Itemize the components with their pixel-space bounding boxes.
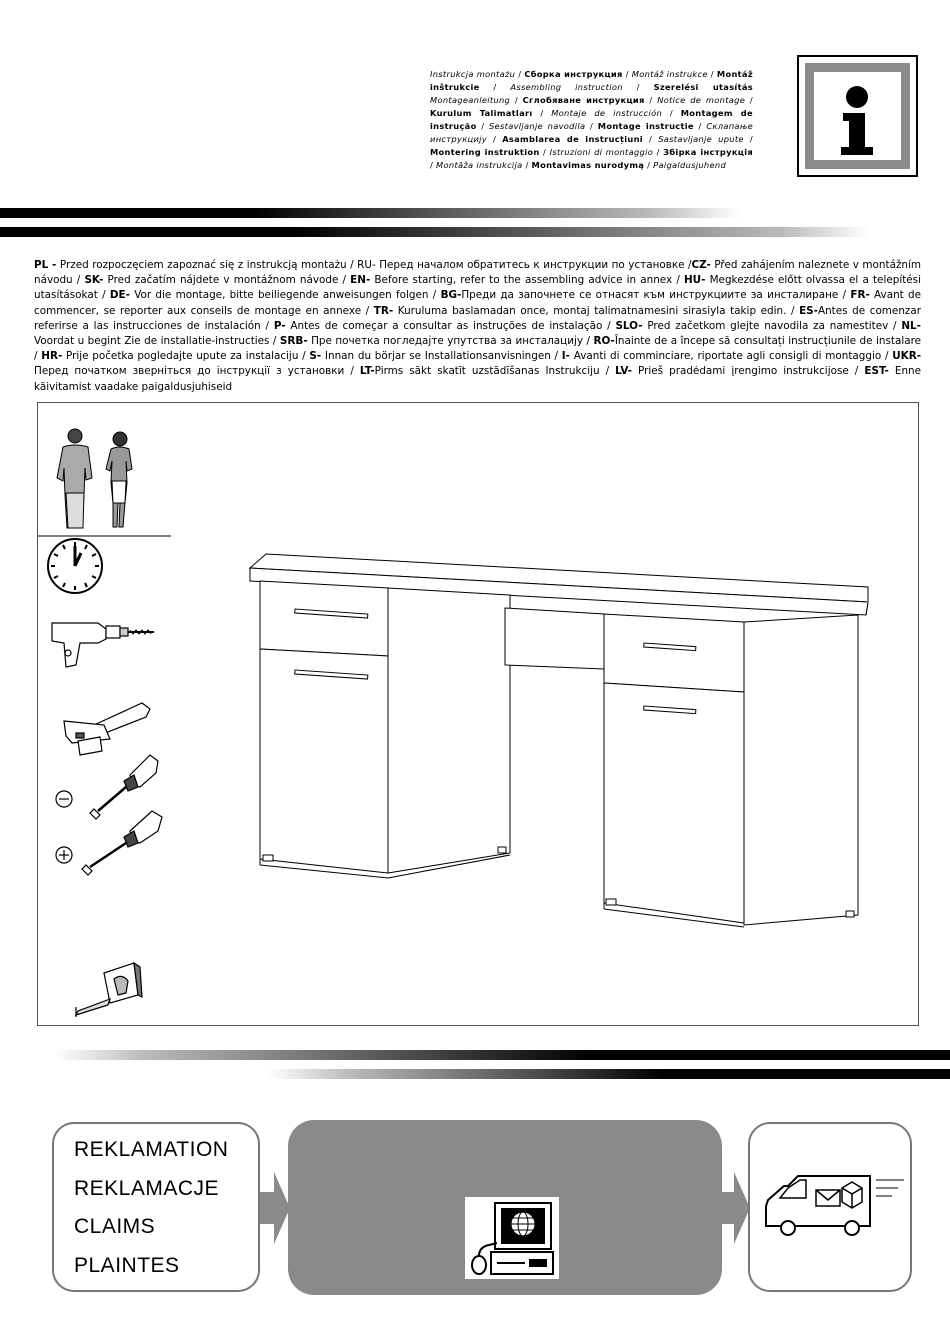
text-segment: Przed rozpoczęciem zapoznać się z instrukcją montażu / RU- Перед началом обратитесь к инструкции по установке / — [56, 259, 692, 271]
contact-online-box — [288, 1120, 722, 1295]
text-segment: Montageanleitung — [430, 95, 511, 105]
text-segment: Paigaldusjuhend — [653, 160, 727, 170]
text-segment: SLO- — [615, 319, 643, 332]
text-segment: / — [693, 121, 707, 131]
text-segment: Kuruluma baslamadan once, montaj talimatnamesini sirasiyla takip edin. / — [393, 304, 800, 317]
text-segment: HR- — [41, 350, 63, 363]
text-segment: Instrukcja montażu — [430, 69, 516, 79]
text-segment: Avant de commencer, se reporter aux conseils de montage en annexe / — [34, 289, 922, 317]
text-segment: Vor die montage, bitte beiliegende anweisungen folgen / — [129, 289, 441, 302]
text-segment: / — [539, 147, 550, 157]
computer-globe-icon — [465, 1197, 559, 1279]
text-segment: SK- — [84, 274, 104, 287]
text-segment: / — [430, 160, 437, 170]
text-segment: Antes de começar a consultar as instruções de instalação / — [285, 319, 616, 332]
text-segment: PL - — [34, 259, 57, 271]
text-segment: Montagem de instrução — [430, 108, 753, 131]
text-segment: RO- — [593, 335, 615, 348]
footer-bar-1 — [55, 1050, 950, 1060]
text-segment: Преди да започнете се отнасят към инструкциите за инсталиране / — [461, 289, 851, 302]
main-illustration-frame — [37, 402, 919, 1026]
claims-box — [52, 1122, 260, 1292]
text-segment: CZ- — [691, 259, 711, 271]
text-segment: Prije početka pogledajte upute za instalaciju / — [62, 350, 310, 363]
text-segment: Montáž instrukce — [631, 69, 708, 79]
text-segment: I- — [561, 350, 570, 363]
phillips-screwdriver-icon — [56, 811, 162, 875]
text-segment: / — [510, 95, 523, 105]
text-segment: Szerelési utasítás — [653, 82, 753, 92]
text-segment: Склапање инструкцију — [430, 121, 753, 144]
text-segment: Avanti di comminciare, riportate agli consigli di montaggio / — [569, 350, 893, 363]
text-segment: Assembling instruction — [510, 82, 623, 92]
text-segment: / — [644, 95, 658, 105]
tape-measure-icon — [76, 963, 142, 1017]
text-segment: Před zahájením naleznete v montážním návodu / — [34, 259, 921, 287]
text-segment: / — [532, 108, 552, 118]
text-segment: Notice de montage — [657, 95, 746, 105]
text-segment: Kurulum Talimatları — [430, 108, 533, 118]
clock-icon — [48, 539, 102, 593]
claim-label: REKLAMACJE — [74, 1177, 220, 1200]
text-segment: Before starting, refer to the assembling advice in annex / — [370, 274, 684, 287]
flat-screwdriver-icon — [56, 755, 158, 819]
two-persons-icon — [57, 429, 132, 528]
text-segment: / — [585, 121, 598, 131]
text-segment: Pred začetkom glejte navodila za namestitev / — [642, 319, 902, 332]
text-segment: / — [745, 95, 753, 105]
information-i-icon — [797, 55, 918, 177]
text-segment: / — [476, 121, 490, 131]
arrow-right-icon — [718, 1170, 752, 1246]
text-segment: Innan du börjar se Installationsanvisningen / — [321, 350, 562, 363]
text-segment: NL- — [901, 319, 921, 332]
text-segment: EN- — [350, 274, 371, 287]
claim-label: CLAIMS — [74, 1215, 156, 1238]
header-bar-1 — [0, 208, 740, 218]
text-segment: Montering instruktion — [430, 147, 540, 157]
text-segment: / — [653, 147, 664, 157]
text-segment: Montage instructie — [597, 121, 694, 131]
text-segment: / — [662, 108, 681, 118]
text-segment: Pirms sākt skatīt uzstādīšanas Instrukciju / — [374, 365, 616, 378]
footer-bar-2 — [268, 1069, 950, 1079]
delivery-van-icon — [758, 1162, 908, 1252]
text-segment: Înainte de a începe să consultați instrucțiunile de instalare / — [34, 335, 922, 363]
text-segment: Sastavljanje upute — [658, 134, 744, 144]
text-segment: Сглобяване инструкция — [522, 95, 645, 105]
text-segment: P- — [273, 319, 286, 332]
text-segment: LT- — [359, 365, 375, 378]
header-bar-2 — [0, 227, 870, 237]
hammer-icon — [64, 703, 150, 755]
text-segment: HU- — [683, 274, 706, 287]
text-segment: Montāža instrukcija — [436, 160, 523, 170]
header-languages — [430, 68, 753, 172]
text-segment: Antes de comenzar referirse a las instrucciones de instalación / — [34, 304, 921, 332]
text-segment: / — [515, 69, 525, 79]
text-segment: Перед початком зверніться до інструкції з установки / — [34, 365, 360, 378]
text-segment: / — [479, 82, 511, 92]
text-segment: / — [642, 134, 659, 144]
text-segment: Prieš pradėdami įrengimo instrukcijose / — [631, 365, 865, 378]
arrow-right-icon — [258, 1170, 292, 1246]
text-segment: Istruzioni di montaggio — [549, 147, 654, 157]
text-segment: Enne käivitamist vaadake paigaldusjuhiseid — [34, 365, 922, 393]
text-segment: ES- — [799, 304, 818, 317]
text-segment: S- — [309, 350, 322, 363]
text-segment: Megkezdése előtt olvassa el a telepítési utasításokat / — [34, 274, 921, 302]
text-segment: FR- — [850, 289, 870, 302]
text-segment: Voordat u begint Zie de installatie-instructies / — [34, 335, 280, 348]
text-segment: UKR- — [892, 350, 922, 363]
text-segment: / — [622, 69, 632, 79]
text-segment: / — [486, 134, 503, 144]
text-segment: / — [743, 134, 753, 144]
text-segment: BG- — [440, 289, 462, 302]
text-segment: / — [522, 160, 532, 170]
claim-label: PLAINTES — [74, 1254, 180, 1277]
text-segment: / — [707, 69, 717, 79]
drill-icon — [52, 623, 154, 667]
text-segment: Asamblarea de instrucțiuni — [502, 134, 643, 144]
text-segment: TR- — [373, 304, 394, 317]
intro-paragraph — [34, 258, 921, 395]
text-segment: Сборка инструкция — [524, 69, 623, 79]
text-segment: / — [644, 160, 654, 170]
text-segment: LV- — [615, 365, 632, 378]
text-segment: SRB- — [279, 335, 308, 348]
text-segment: Montaje de instrucción — [551, 108, 663, 118]
claim-label: REKLAMATION — [74, 1138, 229, 1161]
text-segment: / — [622, 82, 654, 92]
text-segment: Збірка інструкція — [663, 147, 753, 157]
desk-illustration — [250, 554, 868, 927]
text-segment: DE- — [109, 289, 130, 302]
text-segment: Montáž inštrukcie — [430, 69, 753, 92]
text-segment: Sestavljanje navodila — [489, 121, 586, 131]
delivery-box — [748, 1122, 912, 1292]
text-segment: Pred začatím nájdete v montážnom návode / — [103, 274, 351, 287]
text-segment: Montavimas nurodymą — [531, 160, 645, 170]
text-segment: Пре почетка погледајте упутства за инсталацију / — [307, 335, 594, 348]
text-segment: EST- — [864, 365, 889, 378]
